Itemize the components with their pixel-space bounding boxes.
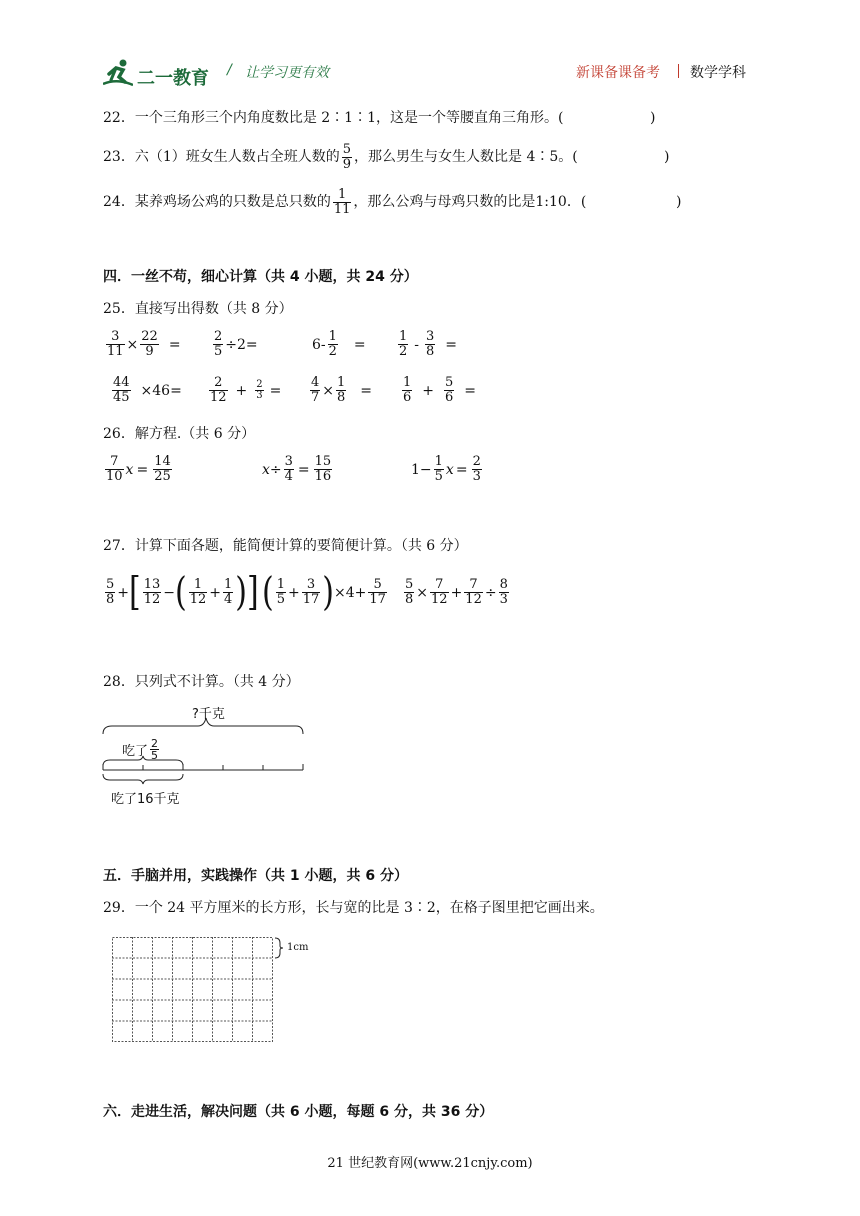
runner-logo-icon [103,58,133,88]
q29-unit-label: 1cm [287,942,309,953]
header-right-right: 数学学科 [690,65,746,81]
q28-title: 28．只列式不计算。（共 4 分） [103,674,300,690]
footer: 21 世纪教育网(www.21cnjy.com) [327,1156,533,1171]
q25-expr-7: $\frac{4}{7}$ × $\frac{1}{8}$ = [311,375,373,405]
question-24 [103,183,586,221]
question-22 [103,109,563,127]
q26-equation-3: 1− $\frac{1}{5}$ x = $\frac{2}{3}$ [411,454,481,484]
logo-text: 二一教育 [137,68,209,89]
q24-pre: 24．某养鸡场公鸡的只数是总只数的 [103,194,331,210]
q22-close-paren: ) [650,110,656,126]
q25-expr-1: $\frac{3}{11}$ × $\frac{22}{9}$ = [107,329,181,359]
q28-bottom-label: 吃了16千克 [111,792,180,807]
q25-expr-3: 6- $\frac{1}{2}$ = [312,329,366,359]
q24-fraction: $\frac{1}{11}$ [333,186,351,217]
q23-fraction: $\frac{5}{9}$ [342,141,352,172]
q27-expr-1: $\frac{5}{8}$ +[ $\frac{13}{12}$ −( $\frac{1}{12}$ + $\frac{1}{4}$ )] [106,569,259,616]
q25-expr-8: $\frac{1}{6}$ + $\frac{5}{6}$ = [403,375,477,405]
q25-expr-5: $\frac{44}{45}$ ×46= [113,375,182,405]
header-slogan-divider: / [227,62,232,78]
q26-title: 26．解方程.（共 6 分） [103,426,256,442]
q28-top-label: ?千克 [192,707,225,722]
q27-title: 27．计算下面各题，能简便计算的要简便计算。（共 6 分） [103,538,468,554]
section-4-heading: 四．一丝不苟，细心计算（共 4 小题，共 24 分） [103,269,418,285]
q28-ate-fraction-label: 吃了 $\frac{2}{5}$ [122,737,159,762]
q27-expr-3: $\frac{5}{8}$ × $\frac{7}{12}$ + $\frac{7}{12}$ ÷ $\frac{8}{3}$ [405,577,508,607]
q25-title: 25．直接写出得数（共 8 分） [103,301,293,317]
q28-diagram [98,700,313,810]
q25-expr-2: $\frac{2}{5}$ ÷2= [214,329,258,359]
q23-post: ，那么男生与女生人数比是 4∶5。( [354,149,578,165]
q26-equation-1: $\frac{7}{10}$ x = $\frac{14}{25}$ [106,454,171,484]
grid-paper [112,937,312,1043]
q25-expr-6: $\frac{2}{12}$ + $\frac{2}{3}$ = [210,375,282,405]
q22-text: 22．一个三角形三个内角度数比是 2∶1∶1，这是一个等腰直角三角形。( [103,110,564,126]
question-23 [103,138,578,176]
q24-close-paren: ) [676,194,682,210]
q29-text: 29．一个 24 平方厘米的长方形，长与宽的比是 3∶2，在格子图里把它画出来。 [103,900,604,916]
q25-expr-4: $\frac{1}{2}$ - $\frac{3}{8}$ = [399,329,458,359]
section-5-heading: 五．手脑并用，实践操作（共 1 小题，共 6 分） [103,868,408,884]
header-logo [103,58,215,90]
q29-grid [112,937,312,1047]
q23-pre: 23．六（1）班女生人数占全班人数的 [103,149,340,165]
section-6-heading: 六．走进生活，解决问题（共 6 小题，每题 6 分，共 36 分） [103,1104,494,1120]
q23-close-paren: ) [664,149,670,165]
q27-expr-2: ( $\frac{1}{5}$ + $\frac{3}{17}$ )×4+ $\frac{5}{17}$ [262,569,386,616]
header-slogan: 让学习更有效 [245,65,329,81]
q26-equation-2: x÷ $\frac{3}{4}$ = $\frac{15}{16}$ [262,454,332,484]
header-right-left: 新课备课备考 [576,65,660,81]
q24-post: ，那么公鸡与母鸡只数的比是1:10．( [353,194,587,210]
header-divider [678,64,679,78]
